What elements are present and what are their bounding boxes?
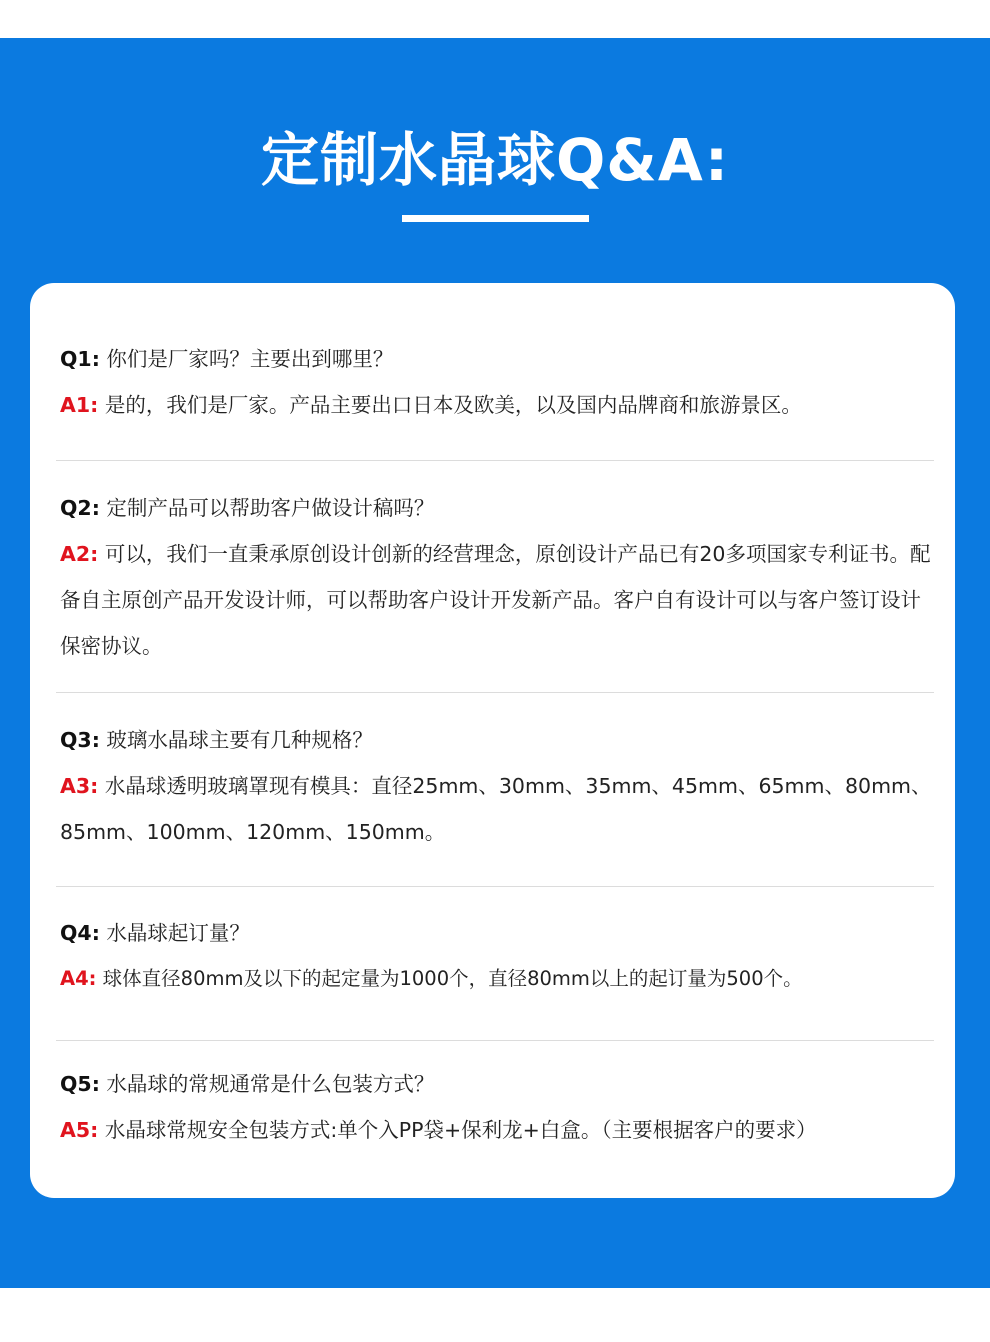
qa-item-1: [60, 336, 940, 428]
divider: [56, 460, 934, 461]
divider: [56, 1040, 934, 1041]
answer-text: 可以，我们一直秉承原创设计创新的经营理念，原创设计产品已有20多项国家专利证书。配备自主原创产品开发设计师，可以帮助客户设计开发新产品。客户自有设计可以与客户签订设计保密协议。: [60, 542, 931, 658]
answer-line: [60, 382, 940, 428]
question-label: Q4:: [60, 921, 100, 945]
question-text: 水晶球的常规通常是什么包装方式？: [106, 1072, 435, 1096]
title-underline: [402, 215, 589, 222]
divider: [56, 692, 934, 693]
question-label: Q2:: [60, 496, 100, 520]
answer-line: [60, 1107, 940, 1153]
qa-item-4: [60, 910, 940, 1002]
question-line: [60, 336, 940, 382]
qa-item-5: [60, 1061, 940, 1153]
answer-label: A1:: [60, 393, 99, 417]
answer-label: A2:: [60, 542, 99, 566]
divider: [56, 886, 934, 887]
question-text: 水晶球起订量？: [106, 921, 250, 945]
question-line: [60, 1061, 940, 1107]
answer-label: A4:: [60, 967, 97, 990]
answer-line: [60, 956, 940, 1002]
answer-text: 水晶球常规安全包装方式:单个入PP袋+保利龙+白盒。（主要根据客户的要求）: [104, 1118, 817, 1142]
answer-label: A5:: [60, 1118, 99, 1142]
question-text: 玻璃水晶球主要有几种规格？: [106, 728, 373, 752]
qa-card: [30, 283, 955, 1198]
question-label: Q3:: [60, 728, 100, 752]
question-line: [60, 910, 940, 956]
answer-line: [60, 763, 940, 855]
answer-text: 球体直径80mm及以下的起定量为1000个，直径80mm以上的起订量为500个。: [102, 967, 803, 990]
question-text: 你们是厂家吗？主要出到哪里？: [106, 347, 394, 371]
question-label: Q1:: [60, 347, 100, 371]
answer-text: 是的，我们是厂家。产品主要出口日本及欧美，以及国内品牌商和旅游景区。: [104, 393, 802, 417]
answer-line: [60, 531, 940, 669]
answer-label: A3:: [60, 774, 99, 798]
question-line: [60, 485, 940, 531]
question-text: 定制产品可以帮助客户做设计稿吗？: [106, 496, 435, 520]
qa-item-3: [60, 717, 940, 855]
page-title: 定制水晶球Q&A:: [260, 126, 730, 194]
qa-item-2: [60, 485, 940, 669]
answer-text: 水晶球透明玻璃罩现有模具：直径25mm、30mm、35mm、45mm、65mm、80mm、85mm、100mm、120mm、150mm。: [60, 774, 932, 844]
question-line: [60, 717, 940, 763]
question-label: Q5:: [60, 1072, 100, 1096]
